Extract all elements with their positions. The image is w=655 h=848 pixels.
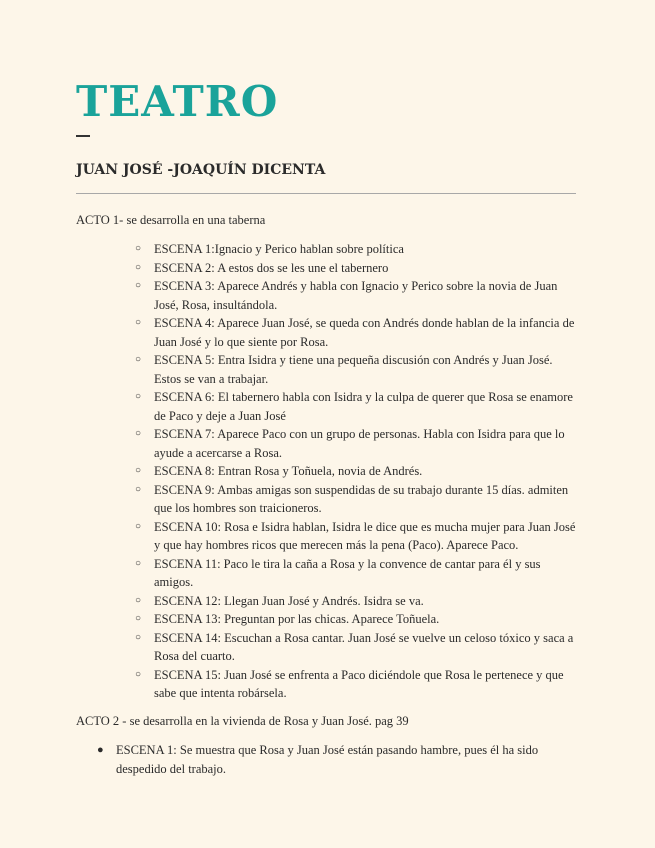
- act-2-heading: ACTO 2 - se desarrolla en la vivienda de Rosa y Juan José. pag 39: [76, 714, 409, 728]
- hollow-circle-bullet-icon: ○: [135, 261, 142, 273]
- filled-circle-bullet-icon: ●: [97, 744, 104, 756]
- list-item: [97, 741, 586, 778]
- scene-text: ESCENA 8: Entran Rosa y Toñuela, novia de Andrés.: [154, 464, 423, 478]
- list-item: [135, 555, 581, 592]
- document-title: TEATRO: [76, 77, 279, 126]
- hollow-circle-bullet-icon: ○: [135, 557, 142, 569]
- list-item: [135, 240, 581, 259]
- list-item: [135, 481, 581, 518]
- scene-text: ESCENA 7: Aparece Paco con un grupo de personas. Habla con Isidra para que lo ayude a acercarse a Rosa.: [154, 427, 565, 460]
- hollow-circle-bullet-icon: ○: [135, 317, 142, 328]
- hollow-circle-bullet-icon: ○: [135, 428, 142, 439]
- scene-text: ESCENA 5: Entra Isidra y tiene una pequeña discusión con Andrés y Juan José. Estos se van a trabajar.: [154, 353, 553, 386]
- hollow-circle-bullet-icon: ○: [135, 594, 142, 606]
- hollow-circle-bullet-icon: ○: [135, 354, 142, 365]
- hollow-circle-bullet-icon: ○: [135, 613, 142, 624]
- scene-text: ESCENA 12: Llegan Juan José y Andrés. Isidra se va.: [154, 593, 424, 608]
- scene-text: ESCENA 3: Aparece Andrés y habla con Ignacio y Perico sobre la novia de Juan José, Rosa, insultándola.: [154, 279, 558, 312]
- scene-text: ESCENA 1: Se muestra que Rosa y Juan José están pasando hambre, pues él ha sido despedido del trabajo.: [116, 743, 539, 776]
- list-item: [135, 314, 581, 351]
- scene-text: ESCENA 2: A estos dos se les une el tabernero: [154, 260, 389, 275]
- hollow-circle-bullet-icon: ○: [135, 280, 142, 291]
- list-item: [135, 425, 581, 462]
- list-item: [135, 592, 581, 611]
- hollow-circle-bullet-icon: ○: [135, 391, 142, 402]
- title-dash-divider: [76, 135, 90, 137]
- list-item: [135, 277, 581, 314]
- hollow-circle-bullet-icon: ○: [135, 668, 142, 680]
- hollow-circle-bullet-icon: ○: [135, 483, 142, 495]
- hollow-circle-bullet-icon: ○: [135, 465, 142, 476]
- scene-text: ESCENA 11: Paco le tira la caña a Rosa y la convence de cantar para él y sus amigos.: [154, 556, 541, 589]
- hollow-circle-bullet-icon: ○: [135, 631, 142, 643]
- document-subtitle: JUAN JOSÉ -JOAQUÍN DICENTA: [76, 162, 326, 178]
- scene-text: ESCENA 6: El tabernero habla con Isidra y la culpa de querer que Rosa se enamore de Paco y deje a Juan José: [154, 390, 573, 423]
- scene-text: ESCENA 10: Rosa e Isidra hablan, Isidra le dice que es mucha mujer para Juan José y que hay hombres ricos que merecen más la pena (Paco). Aparece Paco.: [154, 519, 576, 552]
- hollow-circle-bullet-icon: ○: [135, 243, 142, 254]
- list-item: [135, 666, 581, 703]
- list-item: [135, 518, 581, 555]
- hollow-circle-bullet-icon: ○: [135, 520, 142, 532]
- scene-text: ESCENA 1:Ignacio y Perico hablan sobre política: [154, 242, 404, 256]
- scene-text: ESCENA 15: Juan José se enfrenta a Paco diciéndole que Rosa le pertenece y que sabe que intenta robársela.: [154, 667, 564, 700]
- list-item: [135, 259, 581, 278]
- list-item: [135, 610, 581, 629]
- scene-text: ESCENA 13: Preguntan por las chicas. Aparece Toñuela.: [154, 612, 440, 626]
- list-item: [135, 629, 581, 666]
- list-item: [135, 388, 581, 425]
- act-1-scene-list: [135, 240, 581, 703]
- act-1-heading: ACTO 1- se desarrolla en una taberna: [76, 213, 266, 227]
- horizontal-rule: [76, 193, 576, 194]
- scene-text: ESCENA 9: Ambas amigas son suspendidas de su trabajo durante 15 días. admiten que los hombres son traicioneros.: [154, 482, 569, 515]
- list-item: [135, 351, 581, 388]
- act-2-scene-list: [97, 741, 586, 778]
- list-item: [135, 462, 581, 481]
- scene-text: ESCENA 14: Escuchan a Rosa cantar. Juan José se vuelve un celoso tóxico y saca a Rosa del cuarto.: [154, 630, 574, 663]
- scene-text: ESCENA 4: Aparece Juan José, se queda con Andrés donde hablan de la infancia de Juan José y lo que siente por Rosa.: [154, 316, 575, 349]
